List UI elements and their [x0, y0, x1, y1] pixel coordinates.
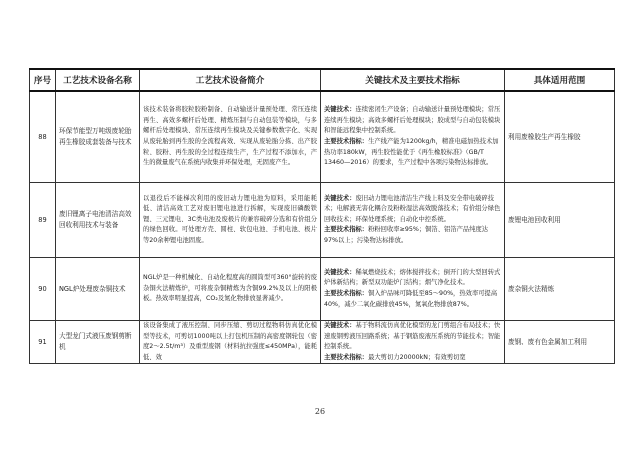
row-scope: 废钢、废有色金属加工利用	[505, 321, 615, 364]
row-seq: 90	[30, 258, 56, 321]
row-intro: NGL炉是一种机械化、自动化程度高的圆筒型可360°旋转的废杂铜火法精炼炉，可将废杂铜精炼为含铜99.2%及以上的阳极板。热效率明显提高，CO₂及氮化物排放显著减少。	[140, 258, 321, 321]
row-name: NGL炉处理废杂铜技术	[56, 258, 140, 321]
row-key	[321, 183, 505, 258]
row-key	[321, 91, 505, 183]
key-text: 稀氧燃烧技术；熔体搅拌技术；倒开门的大型回转式炉体新结构；新型双功能炉门结构；烟气净化技术。	[324, 268, 501, 287]
spec-label: 主要技术指标：	[324, 226, 369, 234]
header-seq: 序号	[30, 69, 56, 91]
spec-label: 主要技术指标：	[324, 138, 369, 145]
row-scope: 废杂铜火法精炼	[505, 258, 615, 321]
spec-text: 最大剪切力20000kN；有效剪切宽	[368, 353, 466, 361]
header-scope: 具体适用范围	[505, 69, 615, 91]
header-intro: 工艺技术设备简介	[140, 69, 321, 91]
row-intro: 该技术装备将胶粒胶粉制备、自动输送计量预处理、常压连续再生、高效多螺杆后处理、精炼压制与自动包装等模块，与多螺杆后处理模块、常压连续再生模块及关键参数数字化、实现从废轮胎到再生胶的全流程高效、实现从废轮胎分拣、出产胶粒、胶粉、再生胶的全过程连续生产，生产过程不添加水，产生的微量废气在系统内收集并环保处理，无固废产生。	[140, 91, 321, 183]
table-row	[30, 321, 615, 364]
table-header-row	[30, 69, 615, 91]
key-text: 废旧动力锂电池清洁生产线上料及安全带电破碎技术；电解液无害化耦合及粉粉湿法高效脱落技术；有价组分绿色回收技术；环保处理系统；自动化中控系统。	[324, 194, 501, 223]
header-name: 工艺技术设备名称	[56, 69, 140, 91]
row-intro: 该设备集成了液压控制、同步压缩、剪切过程物料仿真优化模型等技术，可剪切1000吨以上打包机压制的高密度钢轮包（密度2～2.5t/m³）及重型废钢（材料抗拉强度≤450MPa），能耗低、效	[140, 321, 321, 364]
row-name: 环保节能型万吨级废轮胎再生橡胶成套装备与技术	[56, 91, 140, 183]
key-label: 关键技术：	[324, 268, 356, 276]
row-scope: 利用废橡胶生产再生橡胶	[505, 91, 615, 183]
page-number: 26	[314, 407, 326, 416]
key-label: 关键技术：	[324, 106, 356, 114]
key-label: 关键技术：	[324, 194, 356, 202]
row-key	[321, 321, 505, 364]
spec-label: 主要技术指标：	[324, 290, 369, 297]
row-seq: 88	[30, 91, 56, 183]
spec-text: 生产线产能为1200kg/h，精准电磁加热技术加热功率180kW，再生胶性能优于《再生橡胶标准》（GB/T 13460—2016）的要求，生产过程中各项污染物达标排放。	[324, 138, 499, 167]
spec-text: 粉粉回收率≥95%；铜箔、铝箔产品纯度达97%以上；污染物达标排放。	[324, 226, 489, 244]
row-key	[321, 258, 505, 321]
spec-label: 主要技术指标：	[324, 353, 369, 361]
table-row	[30, 91, 615, 183]
row-name: 大型龙门式液压废钢剪断机	[56, 321, 140, 364]
technology-table	[29, 68, 615, 364]
row-seq: 89	[30, 183, 56, 258]
row-name: 废旧锂离子电池清洁高效回收利用技术与装备	[56, 183, 140, 258]
key-label: 关键技术：	[324, 322, 356, 329]
table-row	[30, 258, 615, 321]
table-row	[30, 183, 615, 258]
spec-text: 铜入炉品味可降低至85～90%，热效率可提高40%，减少二氧化碳排放45%，氮氧化物排放87%。	[324, 290, 498, 308]
row-seq: 91	[30, 321, 56, 364]
row-scope: 废锂电池回收利用	[505, 183, 615, 258]
row-intro: 以退役后不能梯次利用的废旧动力锂电池为原料，采用能耗低、清洁高效工艺对废旧锂电池进行拆解，实现废旧磷酸铁锂、三元锂电、3C类电池及废极片的兼容破碎分选和有价组分的绿色回收。可处理方壳、圆柱、软包电池、手机电池、极片等20余种锂电池固废。	[140, 183, 321, 258]
key-text: 基于物料流仿真优化模型的龙门剪组合布局技术；快速废钢剪液压回路系统；基于钢筋废液压系统的节能技术；智能控制系统。	[324, 322, 501, 351]
header-key: 关键技术及主要技术指标	[321, 69, 505, 91]
key-text: 连续密闭生产设备；自动输送计量预处理模块；常压连续再生模块；高效多螺杆后处理模块；胶成型与自动包装模块和智能远程集中控制系统。	[324, 106, 501, 135]
